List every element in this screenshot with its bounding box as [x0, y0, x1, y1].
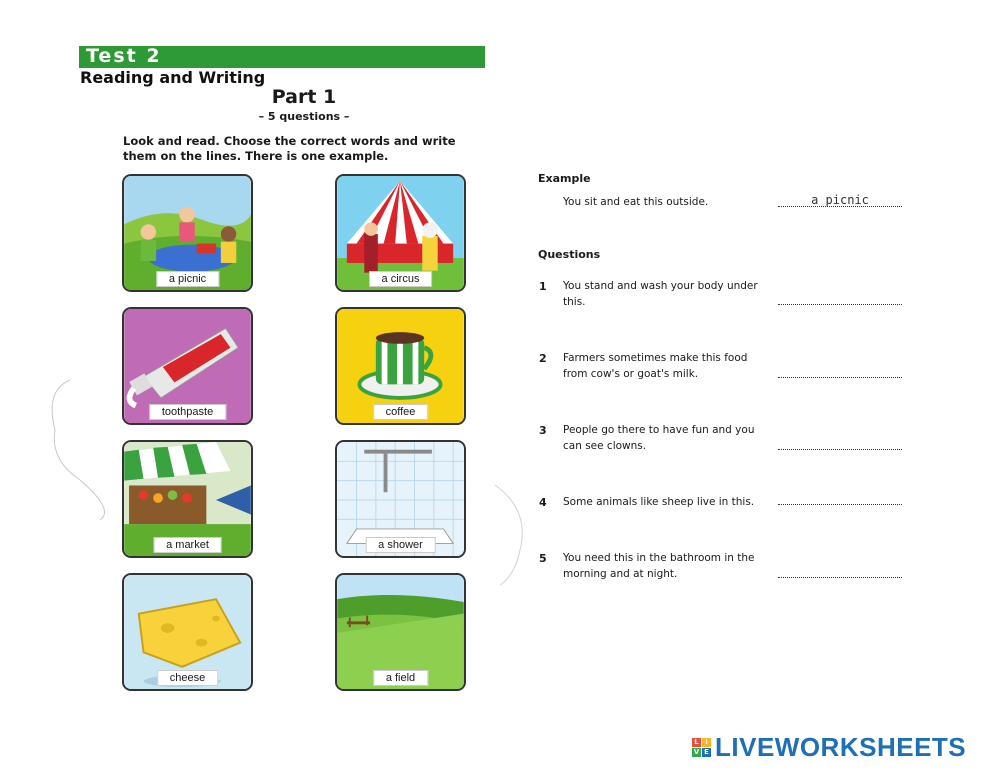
question-text: You stand and wash your body under this. [563, 280, 758, 308]
picture-label: a market [153, 537, 222, 553]
questions-heading: Questions [538, 248, 601, 261]
liveworksheets-logo[interactable] [692, 732, 966, 762]
logo-text: LIVEWORKSHEETS [715, 731, 967, 762]
example-heading: Example [538, 172, 591, 185]
picture-label: toothpaste [149, 404, 226, 420]
picture-card-circus [335, 174, 466, 292]
answer-field-1[interactable] [778, 292, 902, 305]
question-number: 1 [539, 280, 547, 293]
example-text: You sit and eat this outside. [563, 196, 709, 208]
picture-card-market [122, 440, 253, 558]
answer-field-3[interactable] [778, 437, 902, 450]
picture-label: a field [373, 670, 428, 686]
picture-card-cheese [122, 573, 253, 691]
logo-mark-letter: I [702, 738, 711, 747]
logo-mark-icon [692, 738, 711, 757]
scan-artifact [40, 370, 120, 530]
picture-card-picnic [122, 174, 253, 292]
part-title: Part 1 [271, 86, 337, 108]
picture-card-shower [335, 440, 466, 558]
picture-card-field [335, 573, 466, 691]
question-number: 2 [539, 352, 547, 365]
picture-label: a circus [369, 271, 433, 287]
question-text: Some animals like sheep live in this. [563, 496, 755, 508]
logo-mark-letter: E [702, 748, 711, 757]
question-number: 4 [539, 496, 547, 509]
question-count: – 5 questions – [258, 110, 350, 123]
picture-card-coffee [335, 307, 466, 425]
question-text: People go there to have fun and you can see clowns. [563, 424, 755, 452]
scan-artifact [490, 480, 540, 590]
picture-label: a picnic [156, 271, 219, 287]
instructions: Look and read. Choose the correct words and write them on the lines. There is one example. [123, 134, 456, 163]
question-text: Farmers sometimes make this food from cow's or goat's milk. [563, 352, 748, 380]
answer-field-4[interactable] [778, 492, 902, 505]
section-title: Reading and Writing [80, 68, 266, 87]
picture-label: a shower [365, 537, 436, 553]
question-number: 5 [539, 552, 547, 565]
test-title: Test 2 [86, 45, 162, 67]
question-number: 3 [539, 424, 547, 437]
picture-label: cheese [157, 670, 218, 686]
picture-label: coffee [373, 404, 429, 420]
answer-field-5[interactable] [778, 565, 902, 578]
logo-mark-letter: V [693, 747, 700, 756]
logo-mark-letter: L [692, 738, 701, 747]
example-answer: a picnic [811, 193, 869, 207]
picture-card-toothpaste [122, 307, 253, 425]
answer-field-2[interactable] [778, 365, 902, 378]
question-text: You need this in the bathroom in the morning and at night. [563, 552, 755, 580]
